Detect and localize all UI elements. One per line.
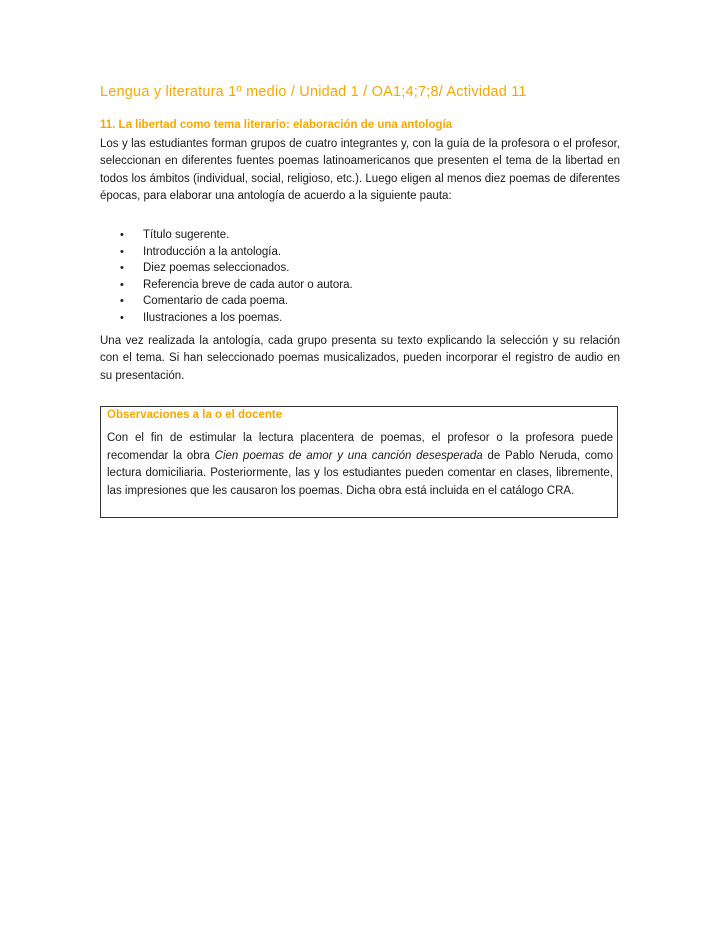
activity-intro-paragraph: Los y las estudiantes forman grupos de cuatro integrantes y, con la guía de la profesora o el profesor, seleccionan en diferentes fuentes poemas latinoamericanos que presenten el tema de la libertad en todos los ámbitos (individual, social, religioso, etc.). Luego eligen al menos diez poemas de diferentes épocas, para elaborar una antología de acuerdo a la siguiente pauta: (100, 138, 620, 203)
book-title: Cien poemas de amor y una canción desesperada (214, 449, 483, 462)
list-item: • Comentario de cada poema. (100, 293, 353, 310)
list-item: • Ilustraciones a los poemas. (100, 310, 353, 327)
guideline-list (100, 227, 353, 326)
activity-closing-paragraph: Una vez realizada la antología, cada grupo presenta su texto explicando la selección y su relación con el tema. Si han seleccionado poemas musicalizados, pueden incorporar el registro de audio en su presentación. (100, 335, 620, 382)
list-item: • Referencia breve de cada autor o autora. (100, 277, 353, 294)
list-item: • Diez poemas seleccionados. (100, 260, 353, 277)
observations-text (107, 430, 613, 500)
observations-text-after: de Pablo Neruda, como lectura domiciliaria. Posteriormente, las y los estudiantes pueden comentar en clases, libremente, las impresiones que les causaron los poemas. Dicha obra está incluida en el catálogo CRA. (107, 449, 613, 497)
observations-title: Observaciones a la o el docente (107, 409, 283, 421)
list-item: • Título sugerente. (100, 227, 353, 244)
teacher-observations-box (100, 406, 618, 518)
activity-title: 11. La libertad como tema literario: elaboración de una antología (100, 119, 453, 131)
page-header-title: Lengua y literatura 1º medio / Unidad 1 / OA1;4;7;8/ Actividad 11 (100, 84, 527, 100)
observations-text-before: Con el fin de estimular la lectura placentera de poemas, el profesor o la profesora puede recomendar la obra (107, 432, 613, 462)
list-item: • Introducción a la antología. (100, 244, 353, 261)
